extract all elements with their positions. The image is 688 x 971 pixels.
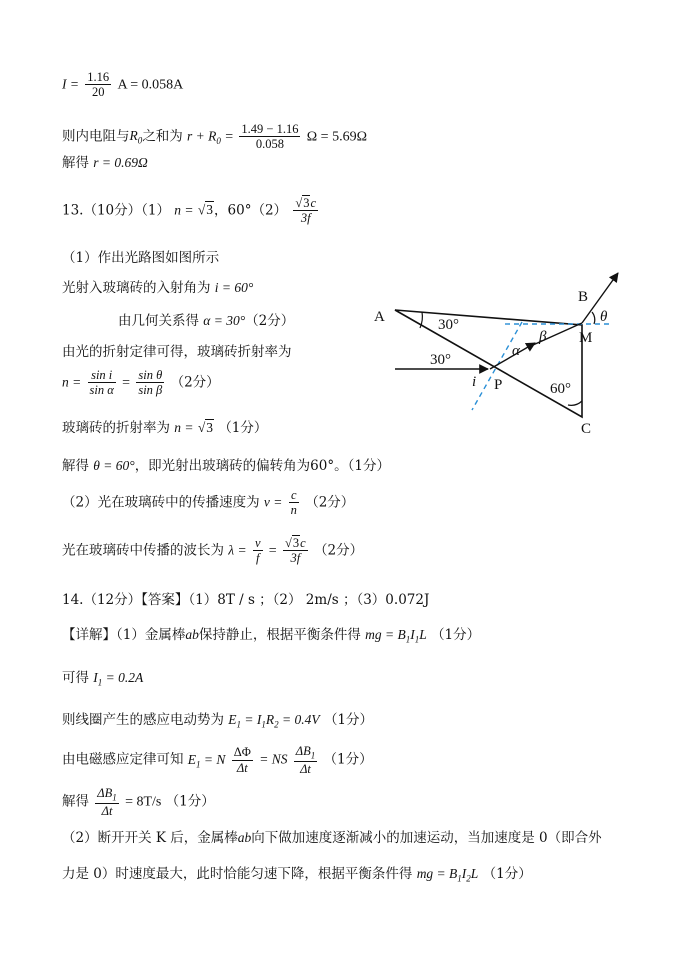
internal-resistance-line (62, 122, 367, 152)
text: 解得 (62, 793, 89, 810)
points: （2分） (313, 542, 364, 559)
fraction (289, 488, 299, 518)
normal-line-p (472, 322, 522, 410)
formula-part: E (228, 712, 237, 727)
formula-rhs: A = 0.058A (117, 77, 184, 93)
formula-part: = 8T/s (125, 794, 162, 810)
formula-part: I (410, 627, 415, 642)
formula-lhs: r + R (187, 128, 217, 144)
label-b: B (578, 289, 589, 305)
formula (187, 751, 226, 770)
formula-lhs: v = (263, 494, 283, 510)
q13-incident-angle (62, 280, 253, 296)
fraction-num (283, 536, 308, 551)
question-number: 14.（12分）【答案】（1）8T / s ；（2） 2m/s ；（3）0.072J (62, 592, 430, 608)
q14-detail-5 (62, 786, 215, 818)
formula-rhs: Ω = 5.69Ω (306, 129, 367, 145)
text: 力是 0）时速度最大，此时恰能匀速下降，根据平衡条件得 (62, 866, 413, 882)
sqrt: √3 (295, 196, 310, 210)
label-alpha: α (512, 343, 520, 359)
q13-geometry (118, 313, 294, 329)
subscript: 2 (466, 873, 471, 884)
label-angle-c: 60° (550, 381, 571, 397)
text: 则内电阻与 (62, 128, 130, 145)
subscript: 1 (405, 634, 411, 645)
text: 光在玻璃砖中传播的波长为 (62, 542, 224, 559)
fraction (294, 744, 317, 776)
label-angle-top: 30° (438, 317, 459, 333)
symbol: R (129, 128, 138, 144)
formula-part: mg = B (416, 866, 458, 881)
formula-part: = I (241, 712, 262, 727)
formula: i = 60° (214, 280, 254, 295)
points: （2分） (305, 494, 355, 511)
formula: r = 0.69Ω (93, 155, 148, 170)
points: （1分） (323, 712, 374, 728)
q14-detail-7 (62, 866, 532, 884)
question-number: 13.（10分）（1） (62, 202, 170, 219)
subscript: 1 (457, 873, 462, 884)
formula-part: L (470, 866, 479, 881)
q14-detail-3 (62, 712, 373, 730)
label-a: A (374, 309, 385, 325)
subscript: 1 (112, 792, 117, 803)
q13-index-value (62, 420, 267, 436)
q14-detail-2 (62, 670, 143, 688)
fraction-den: sin β (138, 383, 163, 398)
radicand: 3 (206, 420, 214, 435)
formula-lhs: n = (174, 420, 194, 435)
points: （1分） (218, 420, 268, 436)
fraction (239, 122, 300, 152)
text: 由电磁感应定律可知 (62, 751, 184, 768)
q13-refraction-law (62, 344, 292, 360)
solve-r-line (62, 155, 148, 171)
formula-part: I (461, 866, 467, 881)
text: 解得 (62, 458, 89, 474)
fraction-num (95, 786, 118, 804)
angle-arc-theta (592, 312, 595, 324)
subscript: 1 (236, 719, 242, 730)
fraction-num: sin θ (136, 368, 164, 383)
label-beta: β (539, 329, 547, 345)
points: （2分） (170, 374, 220, 391)
points: （1分） (323, 751, 373, 768)
fraction-num: c (289, 488, 299, 503)
fraction-den: f (255, 551, 260, 566)
text: 之和为 (142, 128, 183, 145)
text: （1）作出光路图如图所示 (62, 250, 220, 266)
fraction (88, 368, 116, 398)
points: （2分） (245, 313, 295, 329)
formula-part: = 0.2A (102, 670, 144, 685)
fraction-num: v (254, 536, 261, 550)
text: 可得 (62, 670, 89, 686)
text: 则线圈产生的感应电动势为 (62, 712, 224, 728)
fraction-den: 20 (91, 85, 105, 100)
formula-part: mg = B (365, 627, 406, 642)
light-path-diagram (360, 265, 630, 440)
text: 向下做加速度逐渐减小的加速运动，当加速度是 0（即合外 (251, 830, 602, 846)
equals: = (225, 129, 234, 145)
fraction-den: Δt (236, 760, 248, 775)
radicand: 3 (303, 196, 310, 210)
formula-lhs: λ = (228, 542, 247, 558)
fraction-den: 3f (290, 551, 301, 566)
fraction-num: 1.16 (87, 70, 110, 84)
fraction-num (293, 196, 318, 211)
fraction-den: 0.058 (255, 137, 285, 152)
fraction-den: sin α (89, 383, 114, 398)
sqrt: √3 (197, 420, 214, 435)
label-c: C (581, 421, 592, 437)
q14-answer-line (62, 592, 429, 608)
fraction-num: ΔΦ (233, 745, 251, 760)
text: 保持静止，根据平衡条件得 (198, 627, 361, 643)
text: 【详解】（1）金属棒 (62, 627, 186, 643)
fraction-den: Δt (101, 803, 113, 818)
radicand: 3 (292, 536, 300, 550)
equals: = (268, 543, 277, 559)
formula-part: = NS (259, 751, 288, 767)
fraction (283, 536, 308, 566)
formula-lhs: n = (62, 374, 82, 390)
fraction-den: Δt (300, 761, 311, 776)
formula-part: E (187, 751, 197, 767)
fraction-den: n (290, 503, 297, 518)
radicand: 3 (206, 202, 214, 218)
formula (228, 712, 320, 730)
equals: = (122, 375, 131, 391)
symbol-r0 (129, 128, 143, 147)
q14-detail-4 (62, 744, 373, 776)
subscript: 1 (414, 634, 420, 645)
fraction (85, 70, 111, 100)
text: 由几何关系得 (118, 313, 199, 329)
fraction (253, 536, 263, 566)
q13-answer-line (62, 196, 320, 226)
label-angle-incident: 30° (430, 352, 451, 368)
subscript: 0 (137, 136, 143, 147)
label-i: i (472, 374, 477, 390)
q13-speed (62, 488, 354, 518)
formula-current (62, 70, 183, 100)
glass-prism (395, 310, 582, 417)
subscript: 1 (310, 750, 316, 761)
points: （1分） (431, 627, 481, 643)
q13-wavelength (62, 536, 363, 566)
fraction (136, 368, 164, 398)
symbol: c (310, 196, 317, 210)
text: 玻璃砖的折射率为 (62, 420, 170, 436)
text: （2）光在玻璃砖中的传播速度为 (62, 494, 260, 511)
text: （2）断开开关 K 后，金属棒 (62, 830, 238, 846)
fraction (95, 786, 118, 818)
fraction (232, 745, 253, 775)
formula-part: ΔB (295, 744, 311, 758)
formula-part: = 0.4V (278, 712, 320, 727)
label-theta: θ (600, 309, 608, 325)
label-m: M (579, 330, 593, 346)
points: （1分） (482, 866, 532, 882)
q13-snell-formula (62, 368, 220, 398)
formula (93, 670, 144, 688)
sqrt: √3 (197, 202, 214, 218)
text: 光射入玻璃砖的入射角为 (62, 280, 211, 296)
q14-detail-1 (62, 627, 480, 645)
formula: α = 30° (203, 313, 246, 328)
subscript: 1 (196, 759, 201, 770)
symbol: ab (237, 830, 252, 845)
q14-detail-6 (62, 830, 602, 846)
formula-lhs: n = (174, 202, 194, 218)
formula-part: L (419, 627, 427, 642)
formula-part: I (93, 670, 98, 685)
symbol: ab (185, 627, 199, 642)
q13-part1-title (62, 250, 219, 266)
text: ，即光射出玻璃砖的偏转角为60°。（1分） (134, 458, 390, 474)
angle-arc-c (568, 401, 582, 405)
subscript: 1 (97, 677, 103, 688)
points: （1分） (165, 793, 215, 810)
fraction-num: sin i (88, 368, 116, 383)
formula: θ = 60° (93, 458, 135, 473)
label-p: P (494, 377, 503, 393)
subscript: 0 (216, 136, 221, 147)
fraction-den: 3f (300, 211, 311, 226)
formula-lhs: I = (62, 76, 79, 92)
formula-part: R (265, 712, 275, 727)
symbol: c (300, 536, 306, 550)
fraction (293, 196, 318, 226)
text: 解得 (62, 155, 89, 171)
subscript: 2 (274, 719, 279, 730)
q13-deflection (62, 458, 390, 474)
text: 由光的折射定律可得，玻璃砖折射率为 (62, 344, 292, 360)
formula (416, 866, 479, 884)
fraction-num: 1.49 − 1.16 (241, 122, 299, 136)
formula-part: = N (200, 751, 226, 767)
subscript: 1 (261, 719, 266, 730)
fraction-num (294, 744, 317, 762)
sqrt: √3 (285, 536, 300, 550)
formula-part: ΔB (97, 786, 113, 800)
text: ，60°（2） (214, 202, 288, 219)
formula (365, 627, 427, 645)
